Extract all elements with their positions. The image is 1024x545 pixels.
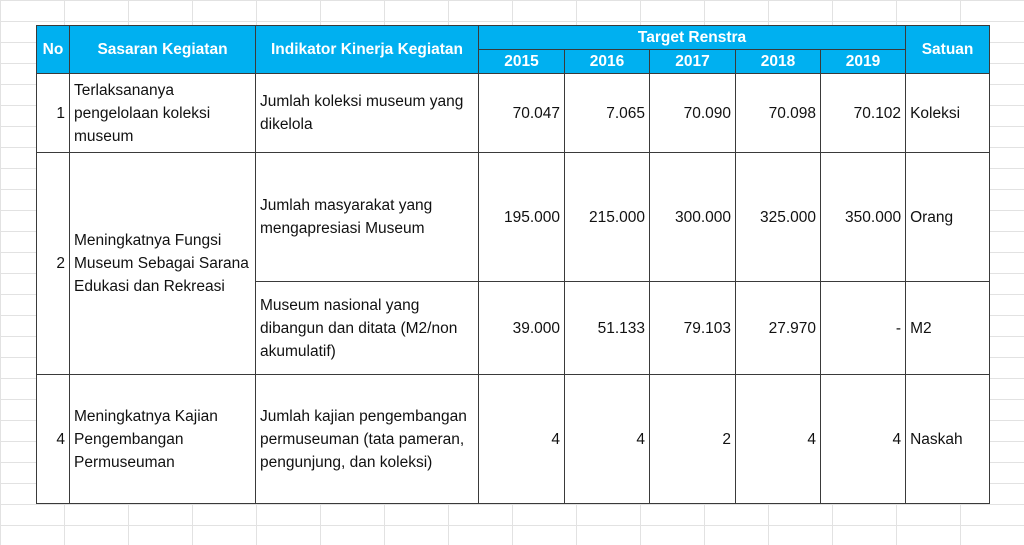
cell-satuan: Koleksi (906, 74, 990, 153)
cell-value-2016: 51.133 (565, 282, 650, 375)
header-target-renstra: Target Renstra (479, 26, 906, 50)
header-indikator: Indikator Kinerja Kegiatan (256, 26, 479, 74)
cell-value-2016: 215.000 (565, 153, 650, 282)
cell-no: 1 (37, 74, 70, 153)
cell-value-2018: 70.098 (736, 74, 821, 153)
header-year-2018: 2018 (736, 50, 821, 74)
cell-value-2018: 4 (736, 375, 821, 504)
cell-value-2019: - (821, 282, 906, 375)
cell-value-2017: 70.090 (650, 74, 736, 153)
cell-value-2017: 79.103 (650, 282, 736, 375)
cell-value-2018: 27.970 (736, 282, 821, 375)
cell-satuan: Naskah (906, 375, 990, 504)
cell-indikator: Jumlah masyarakat yang mengapresiasi Museum (256, 153, 479, 282)
cell-satuan: M2 (906, 282, 990, 375)
cell-value-2015: 4 (479, 375, 565, 504)
cell-indikator: Jumlah kajian pengembangan permuseuman (tata pameran, pengunjung, dan koleksi) (256, 375, 479, 504)
cell-value-2016: 4 (565, 375, 650, 504)
cell-value-2017: 300.000 (650, 153, 736, 282)
header-no: No (37, 26, 70, 74)
cell-value-2019: 350.000 (821, 153, 906, 282)
header-year-2015: 2015 (479, 50, 565, 74)
cell-no: 4 (37, 375, 70, 504)
cell-sasaran: Meningkatnya Fungsi Museum Sebagai Sarana Edukasi dan Rekreasi (70, 153, 256, 375)
cell-value-2018: 325.000 (736, 153, 821, 282)
cell-value-2019: 4 (821, 375, 906, 504)
cell-no: 2 (37, 153, 70, 375)
cell-value-2019: 70.102 (821, 74, 906, 153)
table-row (37, 153, 990, 282)
header-satuan: Satuan (906, 26, 990, 74)
cell-value-2015: 39.000 (479, 282, 565, 375)
table-row (37, 375, 990, 504)
renstra-target-table (36, 25, 990, 504)
header-year-2017: 2017 (650, 50, 736, 74)
cell-sasaran: Terlaksananya pengelolaan koleksi museum (70, 74, 256, 153)
cell-sasaran: Meningkatnya Kajian Pengembangan Permuseuman (70, 375, 256, 504)
table-row (37, 74, 990, 153)
cell-indikator: Jumlah koleksi museum yang dikelola (256, 74, 479, 153)
cell-value-2017: 2 (650, 375, 736, 504)
header-year-2019: 2019 (821, 50, 906, 74)
cell-value-2015: 195.000 (479, 153, 565, 282)
header-year-2016: 2016 (565, 50, 650, 74)
cell-indikator: Museum nasional yang dibangun dan ditata (M2/non akumulatif) (256, 282, 479, 375)
cell-value-2015: 70.047 (479, 74, 565, 153)
cell-value-2016: 7.065 (565, 74, 650, 153)
cell-satuan: Orang (906, 153, 990, 282)
header-sasaran: Sasaran Kegiatan (70, 26, 256, 74)
